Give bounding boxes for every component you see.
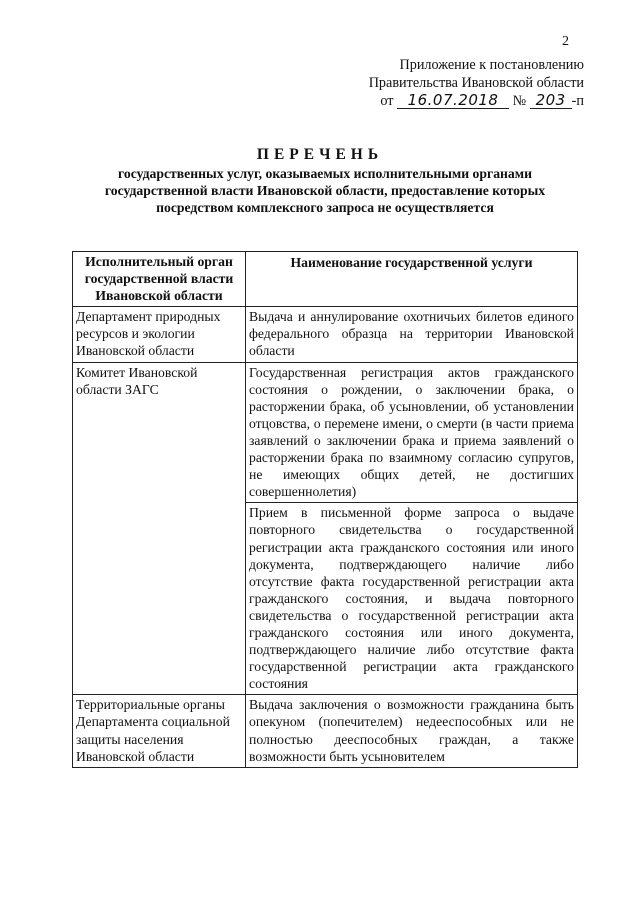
service-cell: Выдача заключения о возможности гражданина быть опекуном (попечителем) недееспособных или не полностью дееспособных граждан, а также возможности быть усыновителем	[246, 695, 578, 767]
header-organ: Исполнительный орган государственной власти Ивановской области	[73, 252, 246, 307]
appendix-line-2: Правительства Ивановской области	[368, 74, 584, 91]
number-suffix: -п	[571, 93, 584, 109]
services-table	[72, 251, 578, 768]
table-header-row	[73, 252, 578, 307]
number-label: №	[512, 93, 527, 109]
organ-cell: Территориальные органы Департамента социальной защиты населения Ивановской области	[73, 695, 246, 767]
organ-cell: Департамент природных ресурсов и экологии Ивановской области	[73, 307, 246, 362]
document-subtitle: государственных услуг, оказываемых исполнительными органами государственной власти Ивановской области, предоставление которых посредством комплексного запроса не осуществляется	[104, 166, 546, 216]
service-cell: Прием в письменной форме запроса о выдаче повторного свидетельства о государственной регистрации акта гражданского состояния или иного документа, подтверждающего наличие либо отсутствие факта государственной регистрации акта гражданского состояния, и выдача повторного свидетельства о государственной регистрации акта гражданского состояния или иного документа, подтверждающего наличие либо отсутствие факта государственной регистрации акта гражданского состояния	[246, 503, 578, 695]
document-title: ПЕРЕЧЕНЬ	[256, 146, 384, 163]
table-row	[73, 362, 578, 503]
from-label: от	[380, 93, 394, 109]
appendix-block	[324, 57, 584, 111]
header-service: Наименование государственной услуги	[246, 252, 578, 307]
service-cell: Выдача и аннулирование охотничьих билетов единого федерального образца на территории Ивановской области	[246, 307, 578, 362]
handwritten-date: 16.07.2018	[397, 92, 509, 109]
handwritten-number: 203	[530, 92, 572, 109]
table-row	[73, 307, 578, 362]
table-row	[73, 695, 578, 767]
service-cell: Государственная регистрация актов гражданского состояния о рождении, о заключении брака, о расторжении брака, об усыновлении, об установлении отцовства, о перемене имени, о смерти (в части приема заявлений о заключении брака и приема заявлений о расторжении брака по взаимному согласию супругов, не имеющих общих детей, не достигших совершеннолетия)	[246, 362, 578, 503]
appendix-date-line	[324, 92, 584, 111]
page-number: 2	[562, 34, 569, 49]
appendix-line-1: Приложение к постановлению	[399, 57, 584, 73]
organ-cell: Комитет Ивановской области ЗАГС	[73, 362, 246, 695]
